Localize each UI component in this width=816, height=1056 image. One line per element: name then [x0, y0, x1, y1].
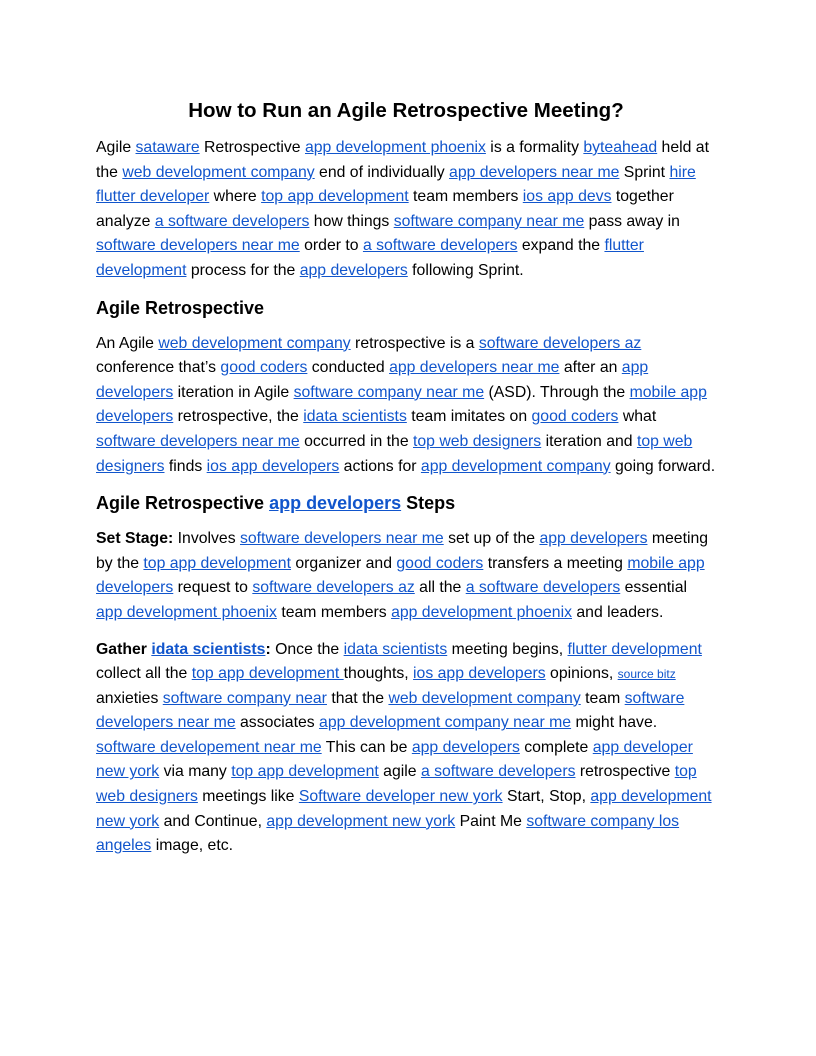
link[interactable]: web development company — [158, 334, 351, 352]
link[interactable]: flutter development — [567, 640, 702, 658]
text: opinions, — [545, 665, 618, 683]
link[interactable]: top web designers — [96, 432, 693, 475]
text: pass away in — [584, 212, 680, 230]
section-heading-steps — [96, 491, 716, 515]
text: anxieties — [96, 689, 163, 707]
link[interactable]: web development company — [388, 689, 581, 707]
link[interactable]: idata scientists — [303, 408, 407, 426]
text: collect all the — [96, 665, 192, 683]
text: might have. — [571, 714, 658, 732]
link[interactable]: app developer new york — [96, 738, 693, 781]
step-label: Set Stage: — [96, 530, 174, 548]
link[interactable]: web development company — [122, 163, 315, 181]
intro-paragraph — [96, 136, 716, 284]
text: This can be — [321, 738, 412, 756]
link[interactable]: software company near — [162, 689, 327, 707]
step-label-text: Gather — [96, 640, 152, 658]
step-label — [96, 641, 271, 658]
link[interactable]: app development phoenix — [304, 139, 486, 156]
link[interactable]: app developers — [96, 359, 649, 401]
link[interactable]: software developers az — [478, 334, 642, 352]
link[interactable]: top web designers — [96, 763, 697, 806]
text: (ASD). Through the — [484, 383, 630, 401]
link[interactable]: hire flutter developer — [96, 163, 696, 206]
step-label-text: : — [265, 640, 271, 658]
text: team — [580, 689, 625, 707]
link[interactable]: a software developers — [362, 237, 518, 255]
text: retrospective is a — [350, 334, 479, 352]
text: Once the — [270, 640, 344, 658]
text: following Sprint. — [407, 261, 524, 279]
link[interactable]: software developers near me — [96, 237, 300, 255]
text: organizer and — [290, 554, 397, 572]
link[interactable]: flutter development — [96, 237, 644, 279]
link[interactable]: app development phoenix — [391, 603, 572, 621]
link[interactable]: top app development — [261, 188, 409, 206]
link[interactable]: app developers — [411, 738, 520, 756]
link[interactable]: app development new york — [96, 788, 712, 830]
link[interactable]: app development company — [420, 457, 611, 475]
text: Sprint — [619, 163, 670, 181]
link[interactable]: app developers — [299, 261, 408, 279]
text: occurred in the — [299, 432, 413, 450]
link[interactable]: software company los angeles — [96, 812, 680, 855]
text: order to — [299, 237, 363, 255]
link[interactable]: a software developers — [154, 212, 310, 230]
text: Retrospective — [199, 139, 305, 156]
text: conducted — [307, 359, 390, 377]
link[interactable]: app developers — [539, 530, 648, 548]
text: end of individually — [314, 163, 450, 181]
heading-text: Agile Retrospective — [96, 493, 270, 514]
text: after an — [559, 359, 622, 377]
text: request to — [173, 579, 253, 597]
gather-paragraph — [96, 638, 716, 859]
step-label-link[interactable]: idata scientists — [151, 640, 266, 658]
link[interactable]: software company near me — [293, 383, 485, 401]
text: process for the — [186, 261, 300, 279]
text: Involves — [173, 530, 240, 548]
link[interactable]: app development phoenix — [96, 603, 277, 621]
set-stage-paragraph — [96, 527, 716, 625]
text: associates — [235, 714, 320, 732]
link[interactable]: ios app developers — [413, 665, 546, 683]
link[interactable]: a software developers — [465, 579, 621, 597]
text: expand the — [517, 237, 605, 255]
text: together analyze — [96, 188, 674, 230]
link[interactable]: good coders — [396, 554, 484, 572]
text: Agile — [96, 139, 136, 156]
link[interactable]: top app development — [231, 763, 379, 781]
text: meeting begins, — [447, 640, 568, 658]
text: Start, Stop, — [502, 788, 591, 806]
link[interactable]: app development company near me — [319, 714, 572, 732]
text: that the — [326, 689, 389, 707]
text: meetings like — [197, 788, 299, 806]
text: and leaders. — [572, 603, 664, 621]
text: held at the — [96, 139, 709, 181]
text: team members — [276, 603, 392, 621]
link[interactable]: app developers near me — [389, 359, 560, 377]
link[interactable]: software developers az — [252, 579, 415, 597]
link[interactable]: app developers near me — [449, 163, 620, 181]
link[interactable]: byteahead — [583, 139, 658, 156]
text: all the — [414, 579, 466, 597]
text: agile — [378, 763, 421, 781]
text: essential — [620, 579, 687, 597]
link[interactable]: ios app devs — [522, 188, 612, 206]
text: retrospective — [575, 763, 675, 781]
text: conference that’s — [96, 359, 221, 377]
link[interactable]: top app development — [191, 665, 344, 683]
page-title: How to Run an Agile Retrospective Meeting? — [188, 99, 624, 122]
link[interactable]: good coders — [531, 408, 619, 426]
text: complete — [519, 738, 593, 756]
text: going forward. — [610, 457, 716, 475]
text: via many — [159, 763, 232, 781]
text: team imitates on — [406, 408, 532, 426]
link[interactable]: software developers near me — [96, 432, 300, 450]
text: and Continue, — [159, 812, 267, 830]
text: actions for — [339, 457, 421, 475]
text: thoughts, — [343, 665, 414, 683]
text: transfers a meeting — [483, 554, 628, 572]
text: meeting by the — [96, 530, 709, 572]
text: Paint Me — [455, 812, 527, 830]
link[interactable]: app development new york — [266, 812, 456, 830]
text: image, etc. — [151, 837, 233, 855]
section1-paragraph — [96, 332, 716, 480]
document-page — [96, 96, 716, 871]
text: finds — [164, 457, 207, 475]
link[interactable]: software developement near me — [96, 738, 322, 756]
link[interactable]: mobile app developers — [96, 383, 707, 426]
heading-text: Steps — [401, 493, 456, 514]
text: is a formality — [485, 139, 584, 156]
text: how things — [309, 212, 394, 230]
text: iteration in Agile — [173, 383, 294, 401]
section-heading-agile-retrospective: Agile Retrospective — [96, 297, 265, 318]
link[interactable]: a software developers — [420, 763, 576, 781]
link[interactable]: good coders — [220, 359, 308, 377]
text: set up of the — [443, 530, 540, 548]
link[interactable]: software developers near me — [239, 530, 444, 548]
text: where — [209, 188, 262, 206]
link[interactable]: mobile app developers — [96, 554, 705, 597]
heading-link[interactable]: app developers — [269, 493, 402, 514]
link[interactable]: sataware — [135, 139, 200, 156]
text: An Agile — [96, 334, 159, 352]
link[interactable]: source bitz — [617, 667, 676, 682]
link[interactable]: Software developer new york — [298, 788, 503, 806]
text: iteration and — [541, 432, 637, 450]
link[interactable]: software company near me — [393, 212, 585, 230]
text: what — [618, 408, 657, 426]
link[interactable]: top web designers — [413, 432, 542, 450]
link[interactable]: ios app developers — [206, 457, 340, 475]
link[interactable]: top app development — [143, 554, 291, 572]
text: retrospective, the — [173, 408, 304, 426]
link[interactable]: software developers near me — [96, 689, 685, 732]
link[interactable]: idata scientists — [343, 640, 448, 658]
text: team members — [408, 188, 523, 206]
